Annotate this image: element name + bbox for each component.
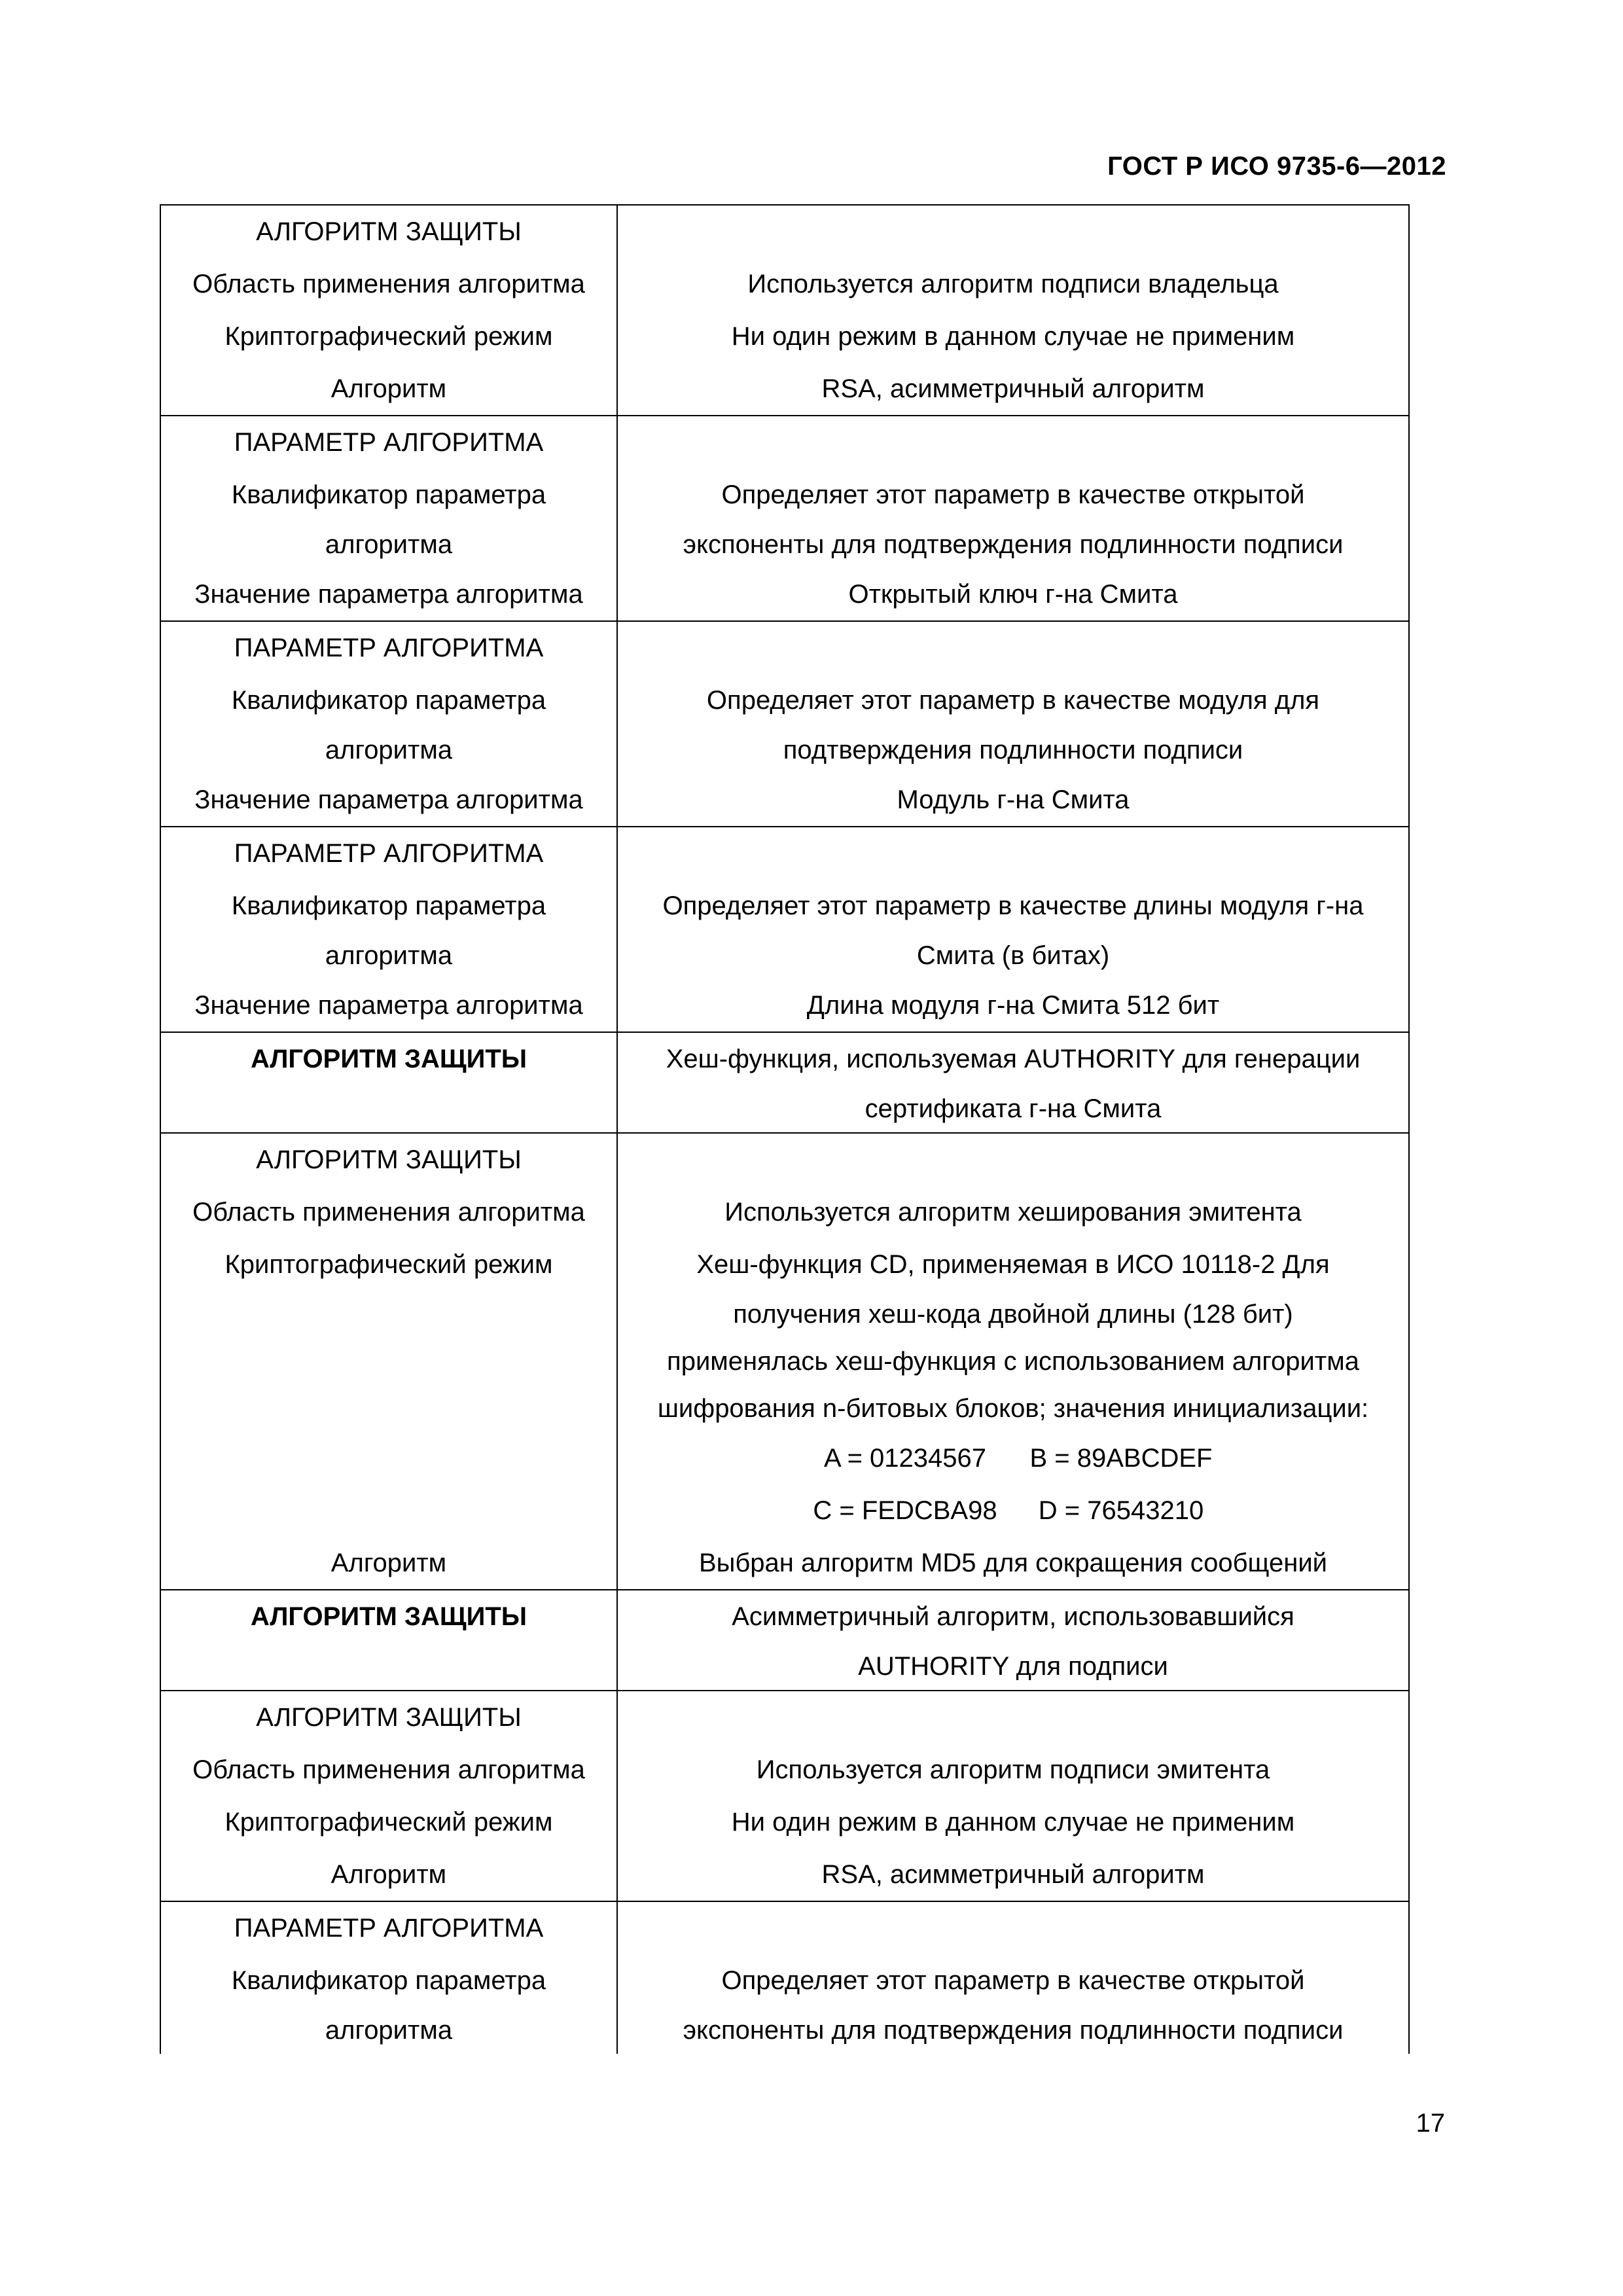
init-value: D = 76543210 — [1038, 1496, 1204, 1525]
left-cell — [160, 1590, 617, 1691]
cell-line: Используется алгоритм подписи владельца — [747, 270, 1279, 298]
cell-line: Область применения алгоритма — [192, 270, 585, 298]
right-cell — [617, 1590, 1409, 1691]
cell-line: АЛГОРИТМ ЗАЩИТЫ — [256, 1703, 522, 1732]
right-cell — [617, 1032, 1409, 1133]
cell-line — [620, 1902, 1406, 1954]
algorithm-table — [160, 204, 1410, 2054]
right-cell — [617, 621, 1409, 827]
init-values-line — [620, 1484, 1406, 1537]
cell-line: шифрования n-битовых блоков; значения инициализации: — [657, 1394, 1369, 1423]
cell-line: Квалификатор параметра — [231, 891, 546, 920]
left-cell — [160, 205, 617, 416]
cell-line: Алгоритм — [330, 1549, 447, 1577]
cell-line: Область применения алгоритма — [192, 1198, 585, 1227]
table-row — [160, 205, 1409, 416]
cell-line: Квалификатор параметра — [231, 686, 546, 715]
cell-line: Криптографический режим — [224, 1250, 553, 1279]
cell-line: Определяет этот параметр в качестве открытой — [721, 480, 1305, 509]
cell-line: Алгоритм — [330, 1860, 447, 1889]
cell-line: Квалификатор параметра — [231, 480, 546, 509]
cell-line: АЛГОРИТМ ЗАЩИТЫ — [250, 1602, 527, 1631]
cell-line — [620, 1134, 1406, 1186]
cell-line: Определяет этот параметр в качестве длины модуля г-на — [662, 891, 1364, 920]
cell-line: Квалификатор параметра — [231, 1966, 546, 1995]
init-value: B = 89ABCDEF — [1029, 1444, 1213, 1473]
table-row — [160, 827, 1409, 1032]
left-cell — [160, 621, 617, 827]
table-row — [160, 1032, 1409, 1133]
cell-line — [620, 416, 1406, 469]
cell-line: ПАРАМЕТР АЛГОРИТМА — [234, 634, 544, 662]
cell-line: Значение параметра алгоритма — [194, 580, 583, 609]
cell-line: АЛГОРИТМ ЗАЩИТЫ — [250, 1045, 527, 1073]
cell-line: экспоненты для подтверждения подлинности подписи — [683, 530, 1344, 559]
cell-line: Используется алгоритм подписи эмитента — [756, 1755, 1270, 1784]
right-cell — [617, 416, 1409, 621]
right-cell — [617, 827, 1409, 1032]
left-cell — [160, 1901, 617, 2054]
cell-line: алгоритма — [325, 2016, 453, 2045]
cell-line: Хеш-функция CD, применяемая в ИСО 10118-2 Для — [696, 1250, 1330, 1279]
cell-line: Область применения алгоритма — [192, 1755, 585, 1784]
cell-line: АЛГОРИТМ ЗАЩИТЫ — [256, 217, 522, 246]
cell-line: ПАРАМЕТР АЛГОРИТМА — [234, 839, 544, 868]
cell-line: Смита (в битах) — [916, 941, 1110, 970]
cell-line — [620, 1691, 1406, 1744]
cell-line: ПАРАМЕТР АЛГОРИТМА — [234, 1914, 544, 1943]
cell-line: Значение параметра алгоритма — [194, 991, 583, 1020]
cell-line: Выбран алгоритм MD5 для сокращения сообщений — [698, 1549, 1328, 1577]
cell-line: получения хеш-кода двойной длины (128 бит) — [733, 1300, 1293, 1329]
cell-line — [620, 206, 1406, 258]
cell-line: RSA, асимметричный алгоритм — [821, 374, 1205, 403]
right-cell — [617, 1901, 1409, 2054]
cell-line — [620, 827, 1406, 880]
cell-line: экспоненты для подтверждения подлинности подписи — [683, 2016, 1344, 2045]
right-cell — [617, 205, 1409, 416]
left-cell — [160, 1032, 617, 1133]
cell-line: RSA, асимметричный алгоритм — [821, 1860, 1205, 1889]
cell-line: применялась хеш-функция с использованием алгоритма — [667, 1347, 1359, 1376]
cell-line: Используется алгоритм хеширования эмитента — [724, 1198, 1302, 1227]
cell-line: Значение параметра алгоритма — [194, 785, 583, 814]
cell-line: Асимметричный алгоритм, использовавшийся — [732, 1602, 1294, 1631]
cell-line: алгоритма — [325, 530, 453, 559]
left-cell — [160, 1133, 617, 1590]
cell-line: Ни один режим в данном случае не применим — [731, 1808, 1295, 1837]
cell-line: Модуль г-на Смита — [897, 785, 1130, 814]
left-cell — [160, 416, 617, 621]
table-row — [160, 1691, 1409, 1901]
cell-line: Открытый ключ г-на Смита — [848, 580, 1178, 609]
right-cell — [617, 1133, 1409, 1590]
cell-line: алгоритма — [325, 736, 453, 764]
left-cell — [160, 827, 617, 1032]
cell-line: Определяет этот параметр в качестве открытой — [721, 1966, 1305, 1995]
page-number: 17 — [1416, 2109, 1445, 2138]
left-cell — [160, 1691, 617, 1901]
cell-line: AUTHORITY для подписи — [858, 1652, 1168, 1681]
cell-line: Хеш-функция, используемая AUTHORITY для генерации — [666, 1045, 1361, 1073]
table-row — [160, 1901, 1409, 2054]
table-row — [160, 1133, 1409, 1590]
cell-line: АЛГОРИТМ ЗАЩИТЫ — [256, 1145, 522, 1174]
cell-line: сертификата г-на Смита — [865, 1094, 1162, 1123]
cell-line: ПАРАМЕТР АЛГОРИТМА — [234, 428, 544, 457]
init-values-line — [620, 1432, 1406, 1484]
cell-line: Криптографический режим — [224, 1808, 553, 1837]
cell-line: Алгоритм — [330, 374, 447, 403]
cell-line: Ни один режим в данном случае не применим — [731, 322, 1295, 351]
init-value: A = 01234567 — [823, 1444, 987, 1473]
cell-line: Криптографический режим — [224, 322, 553, 351]
right-cell — [617, 1691, 1409, 1901]
cell-line — [620, 622, 1406, 674]
cell-line: алгоритма — [325, 941, 453, 970]
table-row — [160, 621, 1409, 827]
cell-line: Определяет этот параметр в качестве модуля для — [706, 686, 1320, 715]
cell-line: подтверждения подлинности подписи — [783, 736, 1243, 764]
init-value: C = FEDCBA98 — [813, 1496, 997, 1525]
table-row — [160, 1590, 1409, 1691]
cell-line: Длина модуля г-на Смита 512 бит — [806, 991, 1220, 1020]
table-row — [160, 416, 1409, 621]
document-header: ГОСТ Р ИСО 9735-6—2012 — [1107, 152, 1446, 181]
